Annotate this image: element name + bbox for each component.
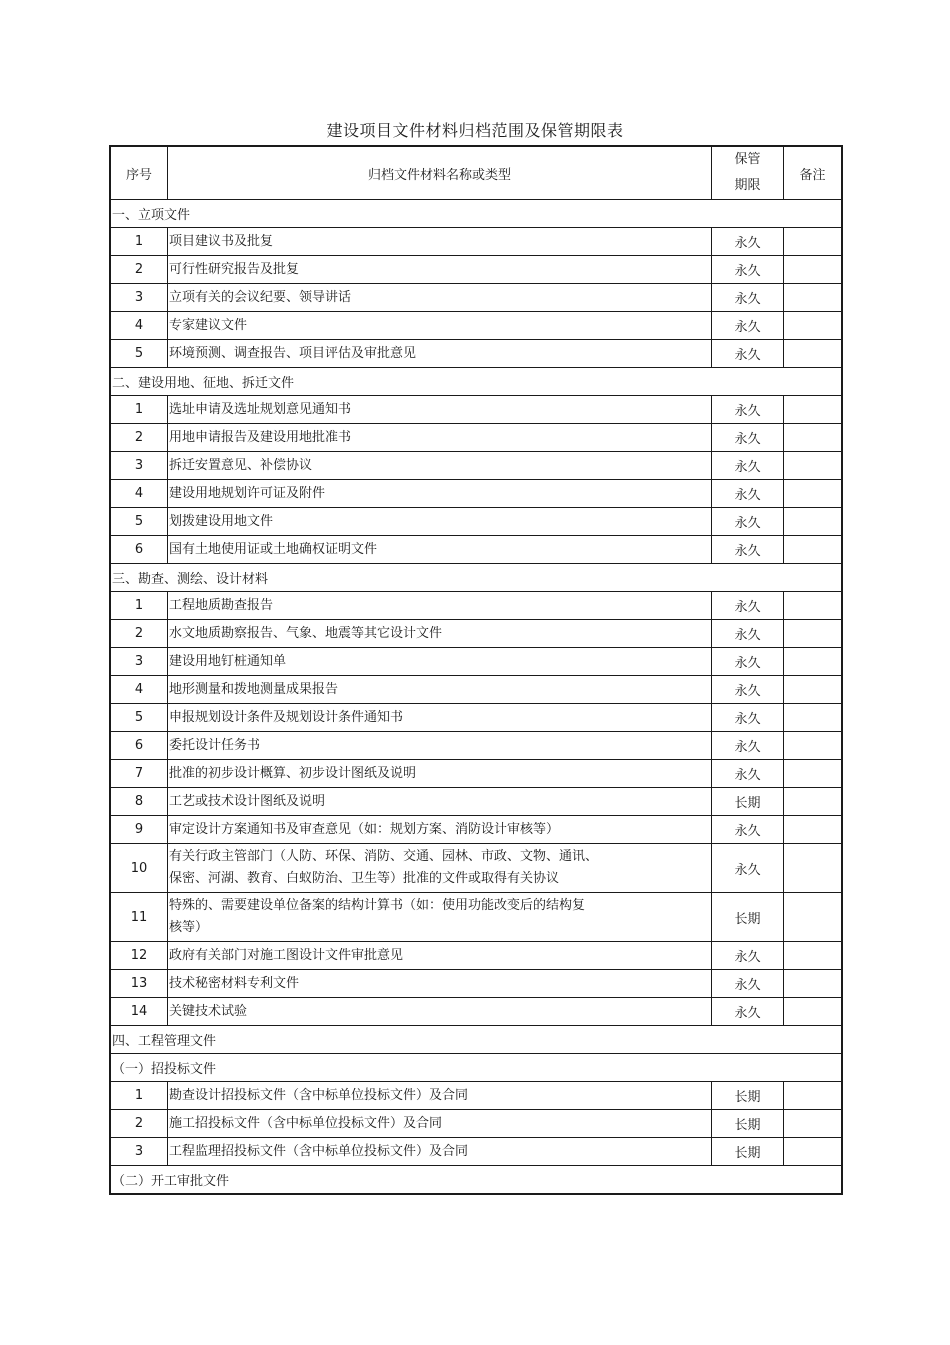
row-note <box>784 452 843 480</box>
row-term: 永久 <box>712 424 784 452</box>
header-no: 序号 <box>110 146 168 200</box>
table-row <box>110 704 842 732</box>
row-name: 环境预测、调查报告、项目评估及审批意见 <box>168 340 712 368</box>
row-note <box>784 760 843 788</box>
table-row <box>110 893 842 942</box>
subsection-title: （二）开工审批文件 <box>110 1166 842 1195</box>
row-term: 永久 <box>712 998 784 1026</box>
row-no: 1 <box>110 228 168 256</box>
subsection-row <box>110 1166 842 1195</box>
row-term: 永久 <box>712 942 784 970</box>
row-no: 4 <box>110 312 168 340</box>
table-row <box>110 788 842 816</box>
table-row <box>110 1082 842 1110</box>
row-note <box>784 620 843 648</box>
row-term: 永久 <box>712 648 784 676</box>
table-row <box>110 1110 842 1138</box>
row-term: 永久 <box>712 452 784 480</box>
row-name: 技术秘密材料专利文件 <box>168 970 712 998</box>
row-note <box>784 228 843 256</box>
table-row <box>110 844 842 893</box>
row-term: 永久 <box>712 256 784 284</box>
row-no: 12 <box>110 942 168 970</box>
row-name: 申报规划设计条件及规划设计条件通知书 <box>168 704 712 732</box>
row-note <box>784 592 843 620</box>
table-row <box>110 732 842 760</box>
row-term: 永久 <box>712 536 784 564</box>
row-name: 有关行政主管部门（人防、环保、消防、交通、园林、市政、文物、通讯、 保密、河湖、教育、白蚁防治、卫生等）批准的文件或取得有关协议 <box>168 844 712 893</box>
row-note <box>784 1110 843 1138</box>
table-row <box>110 480 842 508</box>
row-no: 4 <box>110 676 168 704</box>
row-note <box>784 844 843 893</box>
row-name: 用地申请报告及建设用地批准书 <box>168 424 712 452</box>
table-row <box>110 648 842 676</box>
table-row <box>110 228 842 256</box>
row-no: 1 <box>110 592 168 620</box>
row-name: 关键技术试验 <box>168 998 712 1026</box>
section-row <box>110 368 842 396</box>
table-row <box>110 998 842 1026</box>
section-title: 二、建设用地、征地、拆迁文件 <box>110 368 842 396</box>
row-term: 永久 <box>712 340 784 368</box>
row-term: 永久 <box>712 704 784 732</box>
table-row <box>110 592 842 620</box>
row-note <box>784 480 843 508</box>
table-row <box>110 1138 842 1166</box>
row-term: 永久 <box>712 396 784 424</box>
header-note: 备注 <box>784 146 843 200</box>
row-note <box>784 1138 843 1166</box>
table-row <box>110 536 842 564</box>
row-term: 长期 <box>712 788 784 816</box>
row-term: 永久 <box>712 312 784 340</box>
row-no: 3 <box>110 284 168 312</box>
row-term: 永久 <box>712 480 784 508</box>
table-row <box>110 396 842 424</box>
row-no: 2 <box>110 620 168 648</box>
row-name: 建设用地规划许可证及附件 <box>168 480 712 508</box>
row-name: 立项有关的会议纪要、领导讲话 <box>168 284 712 312</box>
row-note <box>784 676 843 704</box>
row-no: 13 <box>110 970 168 998</box>
row-name: 勘查设计招投标文件（含中标单位投标文件）及合同 <box>168 1082 712 1110</box>
row-name: 工艺或技术设计图纸及说明 <box>168 788 712 816</box>
row-no: 7 <box>110 760 168 788</box>
section-title: 一、立项文件 <box>110 200 842 228</box>
row-no: 5 <box>110 508 168 536</box>
row-no: 8 <box>110 788 168 816</box>
row-term: 长期 <box>712 1138 784 1166</box>
row-term: 长期 <box>712 1110 784 1138</box>
section-row <box>110 564 842 592</box>
row-no: 2 <box>110 256 168 284</box>
row-name: 特殊的、需要建设单位备案的结构计算书（如：使用功能改变后的结构复 核等） <box>168 893 712 942</box>
section-title: 四、工程管理文件 <box>110 1026 842 1054</box>
table-row <box>110 452 842 480</box>
table-row <box>110 760 842 788</box>
document-title: 建设项目文件材料归档范围及保管期限表 <box>326 121 624 140</box>
row-note <box>784 788 843 816</box>
table-row <box>110 424 842 452</box>
row-no: 5 <box>110 340 168 368</box>
row-term: 永久 <box>712 816 784 844</box>
header-term-line2: 期限 <box>734 178 761 193</box>
row-name: 工程地质勘查报告 <box>168 592 712 620</box>
row-note <box>784 284 843 312</box>
row-note <box>784 536 843 564</box>
row-note <box>784 998 843 1026</box>
row-name: 水文地质勘察报告、气象、地震等其它设计文件 <box>168 620 712 648</box>
row-note <box>784 942 843 970</box>
row-no: 1 <box>110 1082 168 1110</box>
table-row <box>110 312 842 340</box>
row-no: 6 <box>110 536 168 564</box>
row-name: 工程监理招投标文件（含中标单位投标文件）及合同 <box>168 1138 712 1166</box>
row-term: 长期 <box>712 893 784 942</box>
row-term: 永久 <box>712 676 784 704</box>
row-note <box>784 704 843 732</box>
row-note <box>784 256 843 284</box>
row-no: 10 <box>110 844 168 893</box>
row-no: 2 <box>110 1110 168 1138</box>
row-name: 项目建议书及批复 <box>168 228 712 256</box>
row-no: 11 <box>110 893 168 942</box>
row-no: 1 <box>110 396 168 424</box>
row-note <box>784 1082 843 1110</box>
row-note <box>784 732 843 760</box>
row-name: 地形测量和拨地测量成果报告 <box>168 676 712 704</box>
row-note <box>784 970 843 998</box>
header-name: 归档文件材料名称或类型 <box>168 146 712 200</box>
table-header-row <box>110 146 842 200</box>
row-name: 划拨建设用地文件 <box>168 508 712 536</box>
row-note <box>784 312 843 340</box>
row-term: 永久 <box>712 620 784 648</box>
row-name: 拆迁安置意见、补偿协议 <box>168 452 712 480</box>
row-name: 专家建议文件 <box>168 312 712 340</box>
row-term: 永久 <box>712 228 784 256</box>
row-term: 永久 <box>712 732 784 760</box>
table-row <box>110 620 842 648</box>
table-row <box>110 284 842 312</box>
table-row <box>110 340 842 368</box>
row-note <box>784 816 843 844</box>
table-row <box>110 508 842 536</box>
row-name: 政府有关部门对施工图设计文件审批意见 <box>168 942 712 970</box>
archive-table <box>109 145 843 1195</box>
table-row <box>110 942 842 970</box>
subsection-row <box>110 1054 842 1082</box>
row-note <box>784 893 843 942</box>
row-note <box>784 424 843 452</box>
row-no: 3 <box>110 1138 168 1166</box>
table-row <box>110 816 842 844</box>
row-no: 3 <box>110 648 168 676</box>
row-no: 2 <box>110 424 168 452</box>
row-no: 14 <box>110 998 168 1026</box>
row-name: 建设用地钉桩通知单 <box>168 648 712 676</box>
row-no: 3 <box>110 452 168 480</box>
row-term: 永久 <box>712 284 784 312</box>
row-note <box>784 648 843 676</box>
header-term <box>712 146 784 200</box>
table-row <box>110 676 842 704</box>
row-note <box>784 396 843 424</box>
row-term: 永久 <box>712 970 784 998</box>
section-row <box>110 200 842 228</box>
row-name: 选址申请及选址规划意见通知书 <box>168 396 712 424</box>
row-term: 永久 <box>712 508 784 536</box>
row-term: 长期 <box>712 1082 784 1110</box>
row-name: 国有土地使用证或土地确权证明文件 <box>168 536 712 564</box>
section-row <box>110 1026 842 1054</box>
section-title: 三、勘查、测绘、设计材料 <box>110 564 842 592</box>
row-no: 5 <box>110 704 168 732</box>
row-name: 批准的初步设计概算、初步设计图纸及说明 <box>168 760 712 788</box>
row-name: 可行性研究报告及批复 <box>168 256 712 284</box>
row-term: 永久 <box>712 760 784 788</box>
row-no: 9 <box>110 816 168 844</box>
row-term: 永久 <box>712 844 784 893</box>
header-term-line1: 保管 <box>734 152 761 167</box>
row-no: 4 <box>110 480 168 508</box>
table-row <box>110 970 842 998</box>
row-name: 施工招投标文件（含中标单位投标文件）及合同 <box>168 1110 712 1138</box>
row-name: 委托设计任务书 <box>168 732 712 760</box>
row-note <box>784 508 843 536</box>
row-name: 审定设计方案通知书及审查意见（如：规划方案、消防设计审核等） <box>168 816 712 844</box>
table-row <box>110 256 842 284</box>
subsection-title: （一）招投标文件 <box>110 1054 842 1082</box>
row-no: 6 <box>110 732 168 760</box>
row-note <box>784 340 843 368</box>
row-term: 永久 <box>712 592 784 620</box>
